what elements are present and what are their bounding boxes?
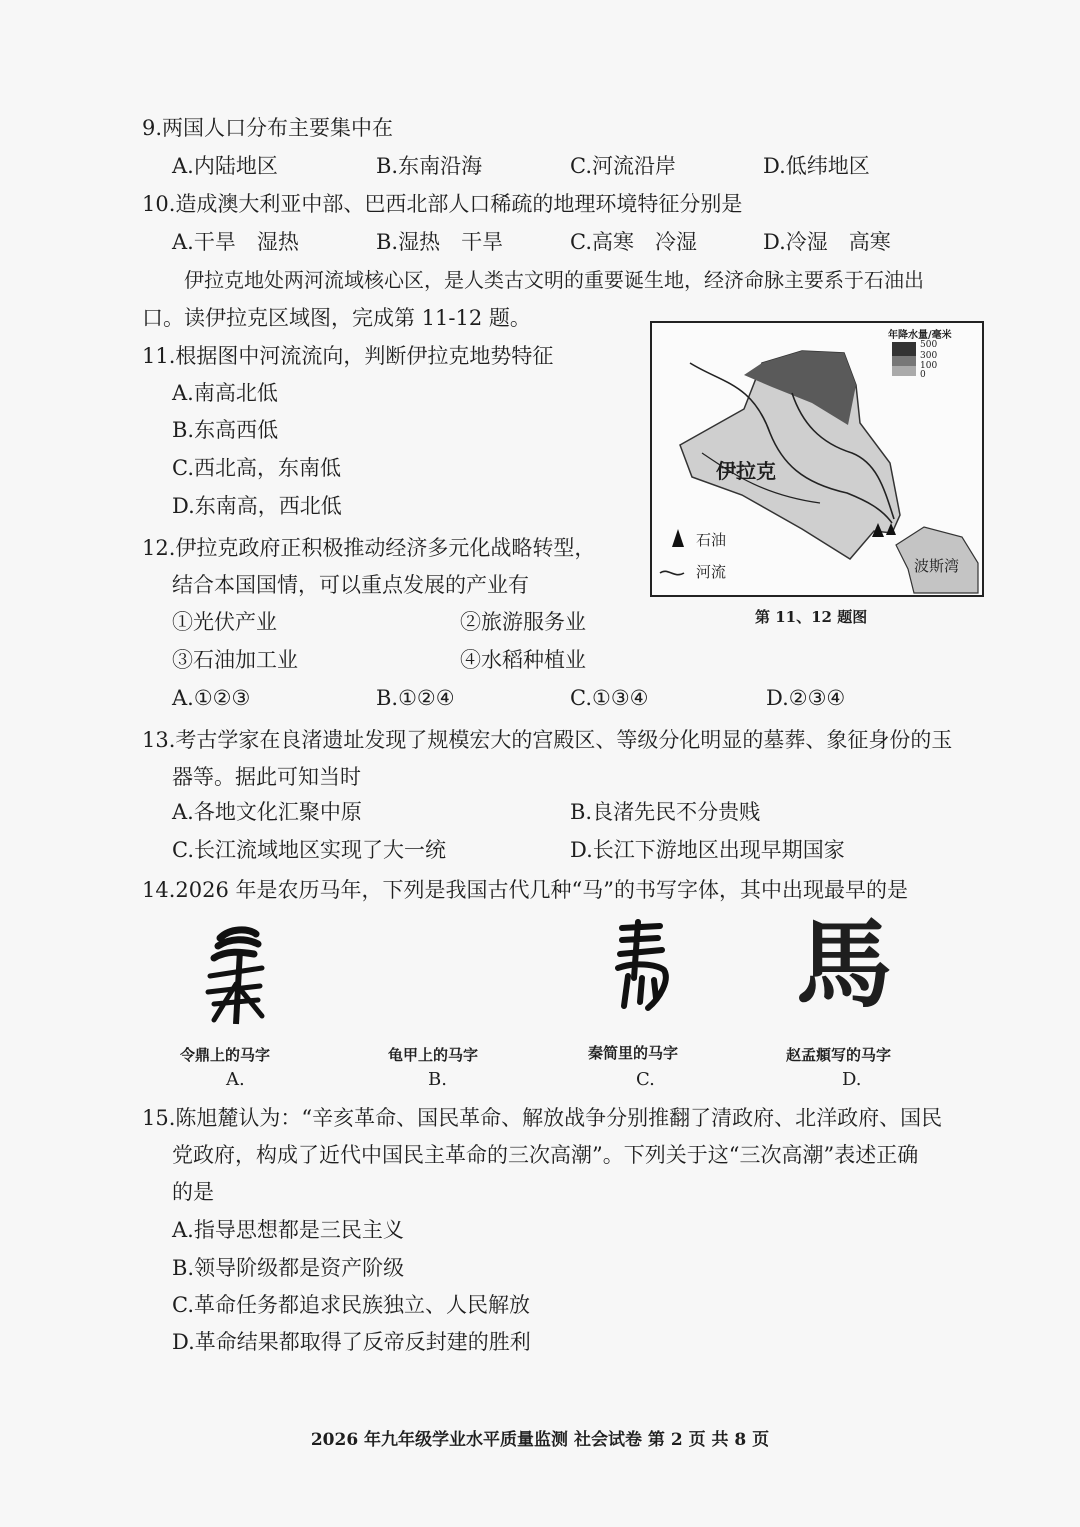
- legend-river-label: 河流: [696, 563, 727, 581]
- q12-item-3: ③石油加工业: [172, 648, 298, 672]
- q11-option-a: A.南高北低: [172, 381, 278, 405]
- map-label-iraq: 伊拉克: [716, 459, 776, 483]
- q15-stem-line-3: 的是: [172, 1180, 214, 1204]
- q13-option-c: C.长江流域地区实现了大一统: [172, 838, 446, 862]
- q12-stem-line-1: 12.伊拉克政府正积极推动经济多元化战略转型，: [142, 536, 596, 560]
- map-label-persian-gulf: 波斯湾: [914, 557, 960, 575]
- legend-title: 年降水量/毫米: [888, 330, 952, 341]
- horse-glyph-qin-slip-icon: [604, 918, 680, 1018]
- q15-option-c: C.革命任务都追求民族独立、人民解放: [172, 1293, 530, 1317]
- q14-option-d: D.: [842, 1069, 862, 1090]
- q12-item-2: ②旅游服务业: [460, 610, 586, 634]
- legend-swatch-500: [892, 342, 916, 356]
- legend-oil-label: 石油: [696, 531, 727, 549]
- q12-option-c: C.①③④: [570, 686, 649, 710]
- legend-oil-icon: [672, 529, 684, 547]
- q14-option-c: C.: [636, 1069, 655, 1090]
- q12-item-4: ④水稻种植业: [460, 648, 586, 672]
- q15-option-a: A.指导思想都是三民主义: [172, 1218, 404, 1242]
- q13-option-b: B.良渚先民不分贵贱: [570, 800, 761, 824]
- legend-value-0: 0: [920, 370, 926, 380]
- iraq-region-map: [650, 321, 984, 597]
- q9-option-d: D.低纬地区: [763, 154, 870, 178]
- intro-line-1: 伊拉克地处两河流域核心区，是人类古文明的重要诞生地，经济命脉主要系于石油出: [184, 268, 924, 292]
- q14-caption-b: 龟甲上的马字: [388, 1046, 479, 1064]
- legend-value-500: 500: [920, 340, 938, 350]
- q14-caption-d: 赵孟頫写的马字: [786, 1046, 892, 1064]
- q14-caption-c: 秦简里的马字: [588, 1044, 679, 1062]
- q14-option-b: B.: [428, 1069, 447, 1090]
- q15-option-d: D.革命结果都取得了反帝反封建的胜利: [172, 1330, 531, 1354]
- q11-stem: 11.根据图中河流流向，判断伊拉克地势特征: [142, 344, 554, 368]
- map-caption: 第 11、12 题图: [755, 608, 868, 626]
- q15-stem-line-2: 党政府，构成了近代中国民主革命的三次高潮”。下列关于这“三次高潮”表述正确: [172, 1143, 919, 1167]
- q14-stem: 14.2026 年是农历马年，下列是我国古代几种“马”的书写字体，其中出现最早的是: [142, 878, 908, 902]
- q14-option-a: A.: [226, 1069, 245, 1090]
- q13-option-d: D.长江下游地区出现早期国家: [570, 838, 845, 862]
- q13-stem-line-2: 器等。据此可知当时: [172, 765, 361, 789]
- q10-stem: 10.造成澳大利亚中部、巴西北部人口稀疏的地理环境特征分别是: [142, 192, 743, 216]
- q9-option-a: A.内陆地区: [172, 154, 278, 178]
- q12-option-b: B.①②④: [376, 686, 455, 710]
- q10-option-c: C.高寒 冷湿: [570, 230, 697, 254]
- q9-option-c: C.河流沿岸: [570, 154, 676, 178]
- q13-stem-line-1: 13.考古学家在良渚遗址发现了规模宏大的宫殿区、等级分化明显的墓葬、象征身份的玉: [142, 728, 953, 752]
- q13-option-a: A.各地文化汇聚中原: [172, 800, 362, 824]
- q9-stem: 9.两国人口分布主要集中在: [142, 116, 394, 140]
- q11-option-d: D.东南高，西北低: [172, 494, 342, 518]
- legend-swatch-300: [892, 356, 916, 366]
- legend-swatch-100: [892, 366, 916, 376]
- q9-option-b: B.东南沿海: [376, 154, 483, 178]
- q11-option-b: B.东高西低: [172, 418, 279, 442]
- q12-stem-line-2: 结合本国国情，可以重点发展的产业有: [172, 573, 529, 597]
- q11-option-c: C.西北高，东南低: [172, 456, 341, 480]
- legend-river-icon: [660, 571, 684, 574]
- q15-stem-line-1: 15.陈旭麓认为：“辛亥革命、国民革命、解放战争分别推翻了清政府、北洋政府、国民: [142, 1106, 943, 1130]
- intro-line-2: 口。读伊拉克区域图，完成第 11-12 题。: [142, 306, 531, 330]
- horse-glyph-zhao-mengfu: 馬: [796, 909, 892, 1021]
- page-footer: 2026 年九年级学业水平质量监测 社会试卷 第 2 页 共 8 页: [310, 1430, 770, 1450]
- legend-value-300: 300: [920, 351, 938, 361]
- q12-option-d: D.②③④: [766, 686, 846, 710]
- horse-glyph-bronze-icon: [200, 924, 276, 1034]
- legend-value-100: 100: [920, 361, 938, 371]
- q12-item-1: ①光伏产业: [172, 610, 277, 634]
- q10-option-a: A.干旱 湿热: [172, 230, 299, 254]
- q12-option-a: A.①②③: [172, 686, 251, 710]
- q14-caption-a: 令鼎上的马字: [180, 1046, 271, 1064]
- q10-option-b: B.湿热 干旱: [376, 230, 504, 254]
- q10-option-d: D.冷湿 高寒: [763, 230, 891, 254]
- q15-option-b: B.领导阶级都是资产阶级: [172, 1256, 405, 1280]
